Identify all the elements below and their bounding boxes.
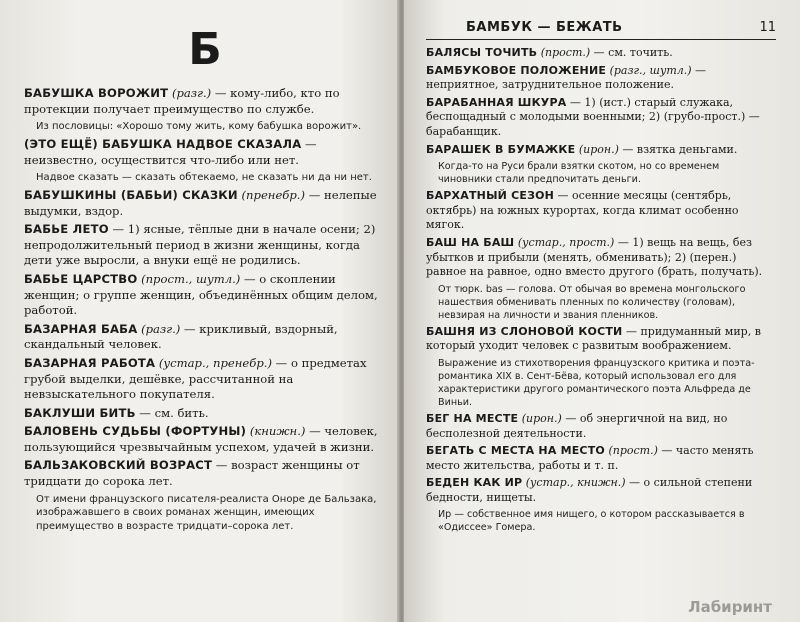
entry-headword: БЕГАТЬ С МЕСТА НА МЕСТО — [426, 444, 605, 458]
entry-definition: — см. точить. — [590, 46, 673, 59]
dictionary-entry — [24, 86, 386, 117]
entry-usage-note: (пренебр.) — [241, 187, 306, 202]
dictionary-entry — [24, 137, 386, 168]
page-number: 11 — [759, 20, 776, 35]
entry-definition: — неизвестно, осуществится что-либо или нет. — [24, 136, 317, 167]
dictionary-entry — [426, 46, 776, 61]
dictionary-entry — [426, 143, 776, 158]
dictionary-entry — [426, 64, 776, 93]
entry-usage-note: (устар., книжн.) — [525, 476, 626, 490]
entry-definition: — нелепые выдумки, вздор. — [24, 187, 377, 218]
entry-usage-note: (книжн.) — [249, 424, 306, 439]
entry-usage-note: (прост., шутл.) — [141, 271, 241, 286]
dictionary-entry — [24, 424, 386, 455]
entry-usage-note: (ирон.) — [578, 142, 619, 156]
entry-usage-note: (разг.) — [171, 86, 212, 100]
right-entries — [426, 46, 776, 534]
entry-headword: БАШНЯ ИЗ СЛОНОВОЙ КОСТИ — [426, 324, 623, 338]
entry-headword: БАБУШКА ВОРОЖИТ — [24, 86, 169, 100]
dictionary-entry — [24, 322, 386, 353]
entry-definition: — взятка деньгами. — [618, 142, 738, 156]
entry-definition: — возраст женщины от тридцати до сорока лет. — [24, 458, 360, 489]
entry-definition: — кому-либо, кто по протекции получает преимущество по службе. — [24, 86, 340, 116]
entry-etymology: Ир — собственное имя нищего, о котором рассказывается в «Одиссее» Гомера. — [438, 509, 745, 534]
entry-definition: — о скоплении женщин; о группе женщин, объединённых общим делом, работой. — [24, 271, 378, 318]
entry-usage-note: (ирон.) — [521, 411, 562, 425]
entry-definition: — часто менять место жительства, работы и т. п. — [426, 444, 754, 472]
entry-usage-note: (устар., прост.) — [517, 235, 615, 249]
entry-headword: БАБУШКИНЫ (БАБЬИ) СКАЗКИ — [24, 187, 238, 202]
right-page — [404, 0, 800, 622]
entry-usage-note: (прост.) — [608, 444, 658, 458]
entry-definition: — неприятное, затруднительное положение. — [426, 63, 707, 92]
dictionary-entry — [426, 96, 776, 140]
watermark: Лабиринт — [688, 598, 772, 616]
entry-definition: — см. бить. — [135, 405, 209, 420]
dictionary-entry — [24, 272, 386, 319]
entry-definition: — придуманный мир, в который уходит человек с развитым воображением. — [426, 324, 761, 353]
entry-definition: — 1) вещь на вещь, без убытков и прибыли (менять, обменивать); 2) (перен.) равное на равное, одно вместо другого (брать, получать). — [426, 235, 763, 279]
dictionary-entry — [24, 188, 386, 219]
entry-headword: БАЛЯСЫ ТОЧИТЬ — [426, 46, 538, 59]
entry-headword: БАШ НА БАШ — [426, 235, 515, 249]
entry-headword: БАРАБАННАЯ ШКУРА — [426, 95, 567, 109]
entry-headword: БАБЬЕ ЦАРСТВО — [24, 271, 138, 286]
entry-usage-note: (разг., шутл.) — [609, 63, 692, 77]
entry-headword: БАЗАРНАЯ РАБОТА — [24, 355, 156, 370]
running-header — [426, 20, 776, 40]
entry-headword: БАКЛУШИ БИТЬ — [24, 405, 136, 420]
entry-headword: (ЭТО ЕЩЁ) БАБУШКА НАДВОЕ СКАЗАЛА — [24, 136, 302, 151]
entry-headword: БАЛЬЗАКОВСКИЙ ВОЗРАСТ — [24, 458, 213, 473]
entry-headword: БАБЬЕ ЛЕТО — [24, 222, 109, 237]
dictionary-entry — [426, 325, 776, 354]
entry-headword: БАРАШЕК В БУМАЖКЕ — [426, 142, 576, 156]
entry-etymology: Выражение из стихотворения французского критика и поэта-романтика XIX в. Сент-Бёва, который использовал его для характеристики другого романтического поэта Альфреда де Виньи. — [438, 357, 755, 408]
dictionary-entry — [24, 356, 386, 403]
entry-usage-note: (разг.) — [141, 321, 181, 336]
entry-headword: БАЗАРНАЯ БАБА — [24, 321, 138, 336]
dictionary-entry — [426, 444, 776, 473]
entry-definition: — о предметах грубой выделки, дешёвке, рассчитанной на невзыскательного покупателя. — [24, 355, 367, 402]
entry-usage-note: (прост.) — [540, 46, 591, 59]
entry-etymology: Из пословицы: «Хорошо тому жить, кому бабушка ворожит». — [36, 121, 362, 133]
dictionary-entry — [24, 222, 386, 269]
entry-headword: БЕДЕН КАК ИР — [426, 476, 523, 490]
dictionary-entry — [426, 476, 776, 505]
entry-headword: БАРХАТНЫЙ СЕЗОН — [426, 189, 555, 203]
entry-definition: — об энергичной на вид, но бесполезной деятельности. — [426, 411, 728, 440]
entry-definition: — 1) ясные, тёплые дни в начале осени; 2) непродолжительный период в жизни женщины, когда дети уже выросли, а внуки ещё не родились. — [24, 222, 376, 268]
section-letter: Б — [188, 24, 222, 75]
dictionary-entry — [426, 189, 776, 233]
dictionary-entry — [426, 236, 776, 280]
entry-etymology: От имени французского писателя-реалиста Оноре де Бальзака, изображавшего в своих романах женщин, имеющих преимущество в возрасте тридцати–сорока лет. — [36, 493, 377, 533]
dictionary-entry — [24, 458, 386, 489]
running-head-title: БАМБУК — БЕЖАТЬ — [466, 20, 623, 35]
dictionary-entry — [426, 412, 776, 441]
entry-etymology: От тюрк. bas — голова. От обычая во времена монгольского нашествия обменивать пленных по количеству (головам), невзирая на личности и звания пленников. — [438, 283, 746, 321]
entry-headword: БАМБУКОВОЕ ПОЛОЖЕНИЕ — [426, 63, 607, 77]
left-entries — [24, 86, 386, 534]
entry-definition: — крикливый, вздорный, скандальный человек. — [24, 321, 338, 352]
dictionary-entry — [24, 406, 386, 422]
entry-definition: — человек, пользующийся чрезвычайным успехом, удачей в жизни. — [24, 424, 378, 454]
entry-definition: — 1) (ист.) старый служака, беспощадный с молодыми военными; 2) (грубо-прост.) — барабанщик. — [426, 95, 760, 138]
entry-etymology: Когда-то на Руси брали взятки скотом, но со временем чиновники стали предпочитать деньги. — [438, 161, 720, 186]
entry-usage-note: (устар., пренебр.) — [158, 355, 272, 370]
entry-headword: БАЛОВЕНЬ СУДЬБЫ (ФОРТУНЫ) — [24, 424, 247, 439]
entry-definition: — осенние месяцы (сентябрь, октябрь) на южных курортах, когда климат особенно мягок. — [426, 189, 739, 232]
entry-etymology: Надвое сказать — сказать обтекаемо, не сказать ни да ни нет. — [36, 172, 372, 184]
entry-definition: — о сильной степени бедности, нищеты. — [426, 476, 753, 504]
entry-headword: БЕГ НА МЕСТЕ — [426, 411, 519, 425]
